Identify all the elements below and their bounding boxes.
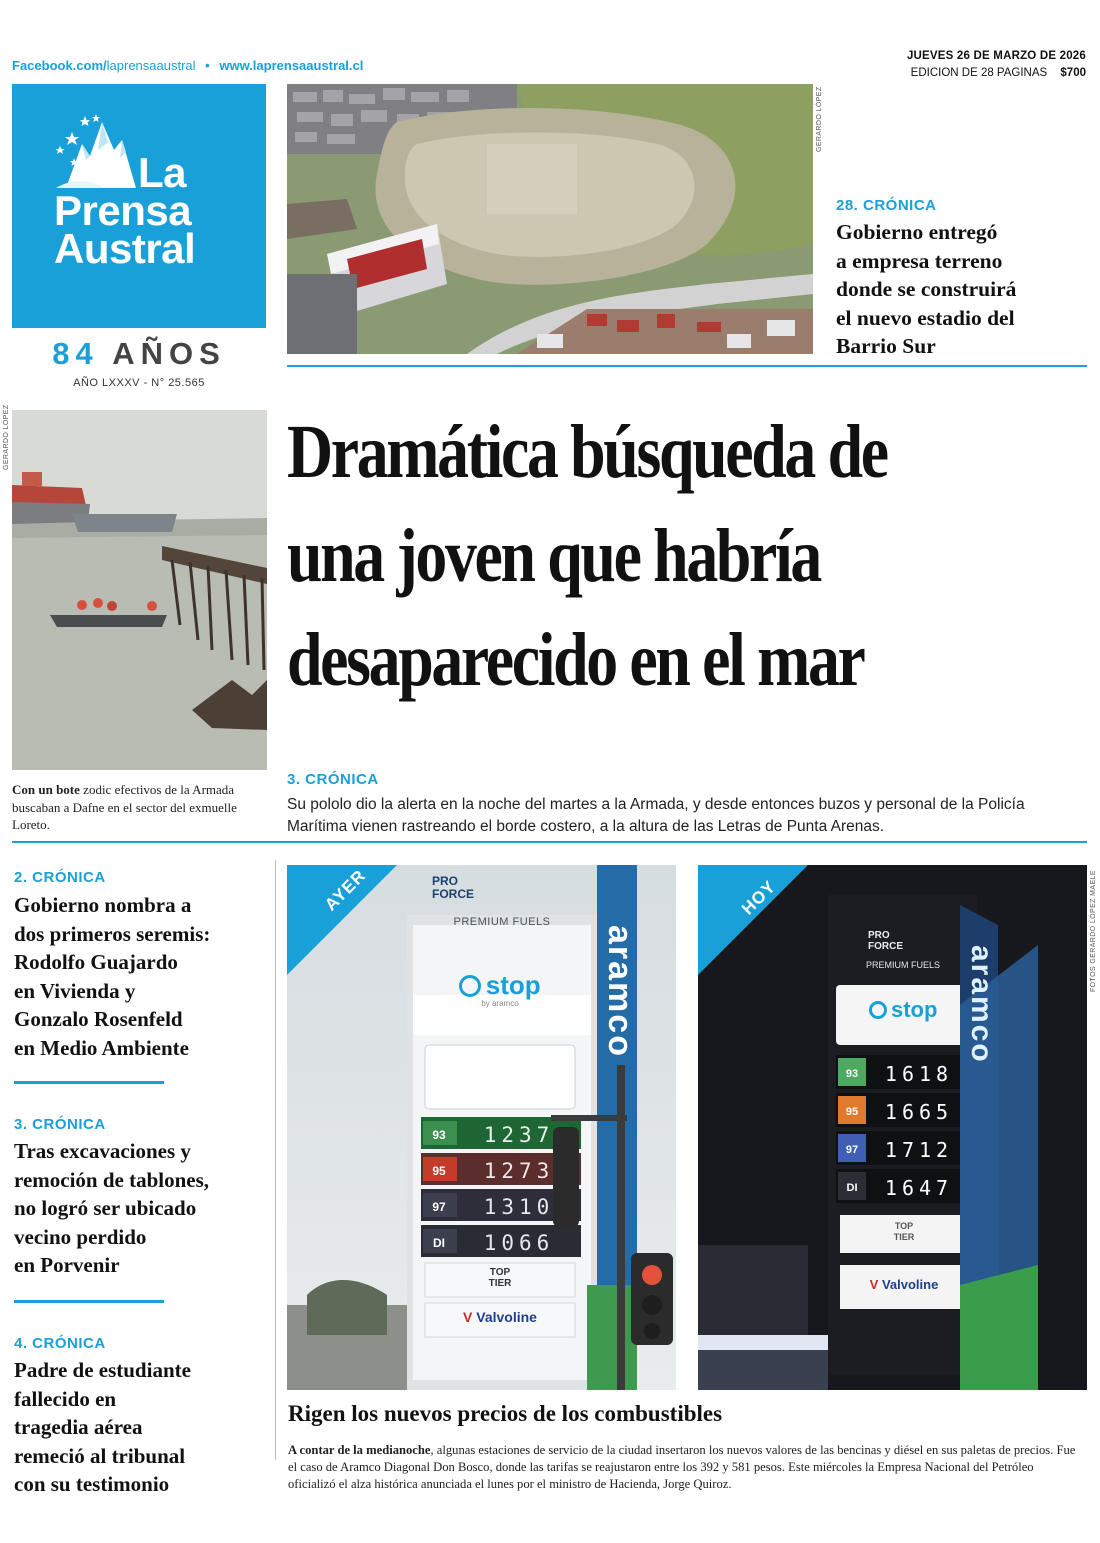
sidebar-line: en Medio Ambiente (14, 1035, 189, 1060)
facebook-link[interactable]: Facebook.com/laprensaaustral (12, 58, 196, 73)
stop-circle-icon (869, 1001, 887, 1019)
brand-proforce-line-1: PRO (868, 930, 890, 941)
sidebar-line: con su testimonio (14, 1472, 170, 1496)
harbor-search-photo[interactable] (12, 410, 267, 770)
aramco-tower-text: aramco (601, 925, 639, 1058)
top-tier-line-1: TOP (894, 1221, 914, 1231)
price-value: 1273 (483, 1159, 555, 1183)
top-divider (287, 365, 1087, 367)
top-story-line: el nuevo estadio del (836, 305, 1015, 330)
valvoline-logo (425, 1309, 575, 1325)
grade-label: 95 (845, 1106, 859, 1118)
sidebar-section-3[interactable]: 4. CRÓNICA (14, 1335, 106, 1352)
harbor-photo-credit: GERARDO LÓPEZ (3, 404, 10, 470)
masthead-logo[interactable] (12, 84, 266, 328)
issue-number: AÑO LXXXV - N° 25.565 (73, 377, 205, 389)
sidebar-line: Padre de estudiante (14, 1358, 191, 1382)
top-tier-line-1: TOP (489, 1267, 511, 1278)
fuel-story-text: , algunas estaciones de servicio de la ciudad insertaron los nuevos valores de las bencinas y diésel en sus paletas de precios. Fue el caso de Aramco Diagonal Don Bosco, donde las tarifas se reajustaron entre los 392 y 581 pesos. Este miércoles la Empresa Nacional del Petróleo oficializó el alza histórica anunciada el lunes por el ministro de Hacienda, Jorge Quiroz. (288, 1443, 1076, 1491)
sidebar-line: Tras excavaciones y (14, 1139, 191, 1163)
price-value: 1665 (884, 1100, 954, 1124)
link-separator: • (205, 58, 210, 73)
main-headline-line: desaparecido en el mar (287, 618, 864, 702)
stop-circle-icon (459, 975, 481, 997)
top-tier-logo-night (840, 1221, 968, 1243)
brand-proforce-line-1: PRO (432, 874, 459, 888)
top-tier-logo (425, 1267, 575, 1289)
sidebar-line: vecino perdido (14, 1224, 147, 1249)
price-value: 1237 (483, 1123, 555, 1147)
photo-caption (12, 781, 267, 834)
main-headline-line: Dramática búsqueda de (287, 410, 887, 494)
valvoline-v-icon: V (463, 1309, 473, 1325)
stadium-aerial-image (287, 84, 813, 354)
sidebar-line: en Porvenir (14, 1253, 120, 1277)
stop-text: stop (485, 970, 541, 1000)
edition-pages: EDICION DE 28 PAGINAS (910, 67, 1048, 79)
top-story-headline[interactable] (836, 218, 1086, 361)
issue-date: JUEVES 26 DE MARZO DE 2026 (906, 50, 1086, 62)
masthead-line-3: Austral (54, 225, 196, 272)
sidebar-line: Gobierno nombra a (14, 893, 192, 917)
valvoline-text: Valvoline (881, 1277, 939, 1292)
premium-fuels: PREMIUM FUELS (453, 916, 551, 928)
sidebar-line: Gonzalo Rosenfeld (14, 1007, 183, 1031)
price-board-yesterday (421, 1117, 581, 1261)
social-links (12, 58, 363, 73)
sidebar-line: no logró ser ubicado (14, 1196, 197, 1220)
price-value: 1618 (884, 1062, 954, 1086)
stadium-aerial-photo[interactable] (287, 84, 813, 354)
dateline (907, 48, 1086, 82)
valvoline-v-icon: V (869, 1277, 879, 1292)
top-story-line: a empresa terreno (836, 248, 1003, 273)
main-headline-line: una joven que habría (287, 514, 820, 598)
top-story-line: donde se construirá (836, 277, 1017, 301)
brand-proforce (432, 875, 474, 901)
brand-proforce-line-2: FORCE (868, 941, 903, 952)
top-story-section[interactable]: 28. CRÓNICA (836, 197, 937, 214)
sidebar-line: Rodolfo Guajardo (14, 950, 178, 974)
price-value: 1647 (884, 1176, 954, 1200)
masthead-wordmark (54, 149, 196, 272)
harbor-search-image (12, 410, 267, 770)
fuel-sign-yesterday-photo[interactable] (287, 865, 676, 1390)
sidebar-line: fallecido en (14, 1386, 117, 1411)
stop-logo-night (836, 997, 970, 1023)
price-value: 1066 (483, 1231, 555, 1255)
top-story-line: Barrio Sur (836, 334, 936, 358)
brand-proforce-night (868, 930, 903, 952)
main-story-lead: Su pololo dio la alerta en la noche del martes a la Armada, y desde entonces buzos y personal de la Policía Marítima vienen rastreando el borde costero, a la altura de las Letras de Punta Arenas. (287, 796, 1025, 835)
label-today: HOY (738, 876, 780, 919)
anniversary-label (12, 336, 266, 372)
valvoline-text: Valvoline (476, 1309, 537, 1325)
price-value: 1712 (884, 1138, 954, 1162)
website-link[interactable]: www.laprensaaustral.cl (219, 58, 364, 73)
caption-lead: Con un bote (12, 782, 80, 797)
fuel-story-lead: A contar de la medianoche (288, 1443, 431, 1457)
grade-label: 93 (845, 1068, 859, 1080)
sidebar-headline-1[interactable] (14, 891, 264, 1062)
top-story-line: Gobierno entregó (836, 220, 998, 244)
stadium-photo-credit: GERARDO LÓPEZ (816, 86, 823, 152)
sidebar-divider (14, 1081, 164, 1084)
grade-label: DI (846, 1182, 858, 1194)
fuel-story-body (288, 1442, 1083, 1493)
price-board-today (836, 1055, 970, 1207)
sidebar-line: remeció al tribunal (14, 1443, 186, 1468)
stop-subtext: by aramco (481, 999, 519, 1008)
top-tier-line-2: TIER (488, 1278, 512, 1289)
premium-fuels-night: PREMIUM FUELS (865, 960, 940, 970)
caption-text: zodic efectivos de la Armada buscaban a Dafne en el sector del exmuelle Loreto. (12, 782, 237, 832)
grade-label: 95 (432, 1164, 446, 1178)
years-number: 84 (52, 336, 99, 371)
sidebar-divider (14, 1300, 164, 1303)
issue-price: $700 (1060, 67, 1086, 79)
sidebar-headline-3[interactable] (14, 1356, 264, 1499)
sidebar-line: dos primeros seremis: (14, 921, 211, 946)
masthead-line-1: La (138, 149, 187, 196)
grade-label: 97 (432, 1200, 446, 1214)
valvoline-logo-night (840, 1277, 968, 1292)
brand-proforce-line-2: FORCE (432, 887, 474, 901)
sidebar-line: tragedia aérea (14, 1415, 143, 1439)
years-label: AÑOS (112, 336, 226, 371)
grade-label: 93 (432, 1128, 446, 1142)
middle-divider (12, 841, 1087, 843)
sidebar-headline-2[interactable] (14, 1137, 264, 1280)
masthead-line-2: Prensa (54, 187, 192, 234)
fuel-sign-today-photo[interactable] (698, 865, 1087, 1390)
price-value: 1310 (483, 1195, 555, 1219)
stop-text: stop (891, 997, 938, 1022)
column-divider (275, 860, 276, 1460)
main-headline[interactable] (287, 400, 959, 712)
sidebar-section-1[interactable]: 2. CRÓNICA (14, 869, 106, 886)
label-yesterday: AYER (321, 865, 370, 915)
fuel-story-headline[interactable]: Rigen los nuevos precios de los combustibles (288, 1401, 723, 1426)
top-tier-line-2: TIER (893, 1232, 915, 1242)
sidebar-section-2[interactable]: 3. CRÓNICA (14, 1116, 106, 1133)
stop-logo (425, 970, 575, 1008)
aramco-tower-text-night: aramco (965, 945, 998, 1064)
main-story-section[interactable]: 3. CRÓNICA (287, 771, 379, 788)
sidebar-line: remoción de tablones, (14, 1167, 210, 1192)
grade-label: DI (433, 1236, 445, 1250)
sidebar-line: en Vivienda y (14, 978, 136, 1003)
grade-label: 97 (845, 1144, 859, 1156)
fuel-photo-credit: FOTOS GERARDO LÓPEZ MAELE (1090, 870, 1097, 992)
